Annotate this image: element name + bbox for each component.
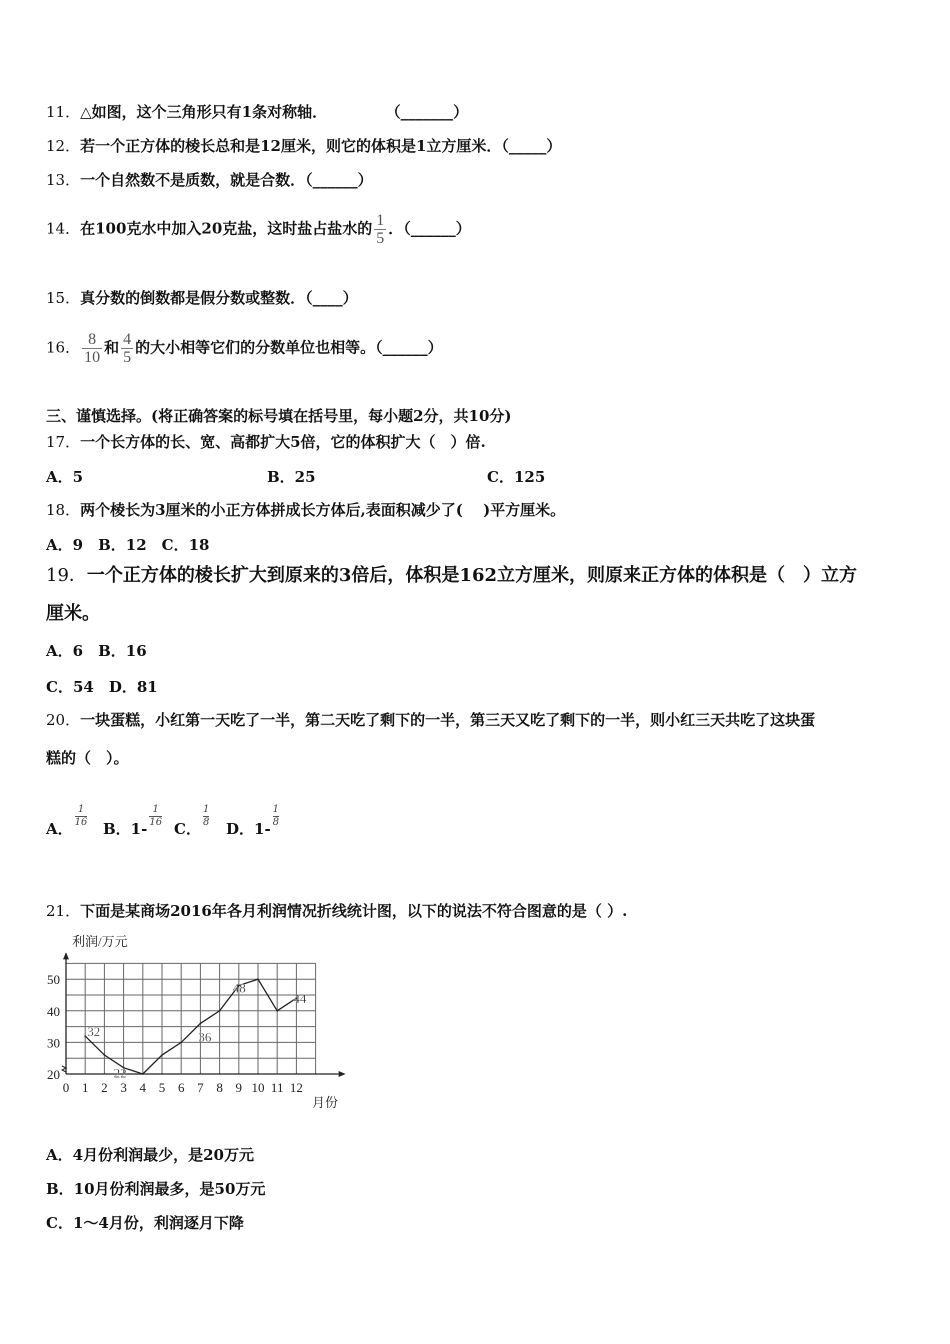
q20-option-b: B．1- $\frac{1}{16}$	[103, 804, 163, 838]
x-tick-label: 3	[120, 1080, 127, 1095]
x-tick-label: 1	[81, 1080, 89, 1095]
x-tick-label: 12	[289, 1080, 303, 1095]
question-19: 19．一个正方体的棱长扩大到原来的3倍后，体积是162立方厘米，则原来正方体的体积是（ ）立方	[46, 565, 857, 586]
data-point	[84, 1035, 86, 1037]
x-tick-label: 10	[251, 1080, 265, 1095]
chart-labels	[87, 981, 307, 1081]
question-19-cont: 厘米。	[46, 603, 100, 624]
x-tick-label: 11	[270, 1080, 284, 1095]
y-tick-label: 20	[47, 1067, 60, 1082]
fraction-four-fifths: $\frac{4}{5}$	[123, 331, 132, 366]
question-14: 14．在100克水中加入20克盐，这时盐占盐水的 $\frac{1}{5}$ ．（______）	[46, 212, 471, 247]
question-12: 12．若一个正方体的棱长总和是12厘米，则它的体积是1立方厘米．（_____）	[46, 137, 562, 155]
x-tick-label: 0	[62, 1080, 70, 1095]
q20-option-d: D．1- $\frac{1}{8}$	[226, 804, 280, 838]
q19-options-cd: C．54 D．81	[46, 678, 158, 696]
data-label: 48	[232, 980, 246, 996]
data-point	[161, 1054, 163, 1056]
question-17: 17．一个长方体的长、宽、高都扩大5倍，它的体积扩大（ ）倍.	[46, 433, 486, 451]
x-tick-label: 2	[101, 1080, 108, 1095]
data-label: 36	[198, 1029, 212, 1045]
x-axis-arrow	[339, 1071, 346, 1077]
x-tick-label: 9	[235, 1080, 243, 1095]
x-tick-label: 7	[197, 1080, 204, 1095]
data-point	[104, 1054, 106, 1056]
fraction-1-8: $\frac{1}{8}$	[202, 804, 210, 828]
question-16: 16． $\frac{8}{10}$ 和 $\frac{4}{5}$ 的大小相等它们的分数单位也相等。（______）	[46, 331, 443, 366]
q20-option-c: C． $\frac{1}{8}$	[174, 804, 210, 838]
data-point	[200, 1023, 202, 1025]
q21-option-a: A．4月份利润最少，是20万元	[46, 1146, 254, 1164]
x-tick-label: 4	[139, 1080, 147, 1095]
question-15: 15．真分数的倒数都是假分数或整数．（____）	[46, 289, 358, 307]
fraction-1-16: $\frac{1}{16}$	[74, 804, 88, 828]
question-13: 13．一个自然数不是质数，就是合数．（______）	[46, 171, 373, 189]
data-label: 22	[113, 1065, 127, 1081]
q17-option-b: B．25	[267, 468, 316, 486]
data-point	[276, 1010, 278, 1012]
fraction-1-16: $\frac{1}{16}$	[149, 804, 163, 828]
y-tick-label: 50	[47, 972, 60, 988]
question-11: 11．△如图，这个三角形只有1条对称轴． （_______）	[46, 103, 469, 121]
x-tick-label: 8	[216, 1080, 223, 1095]
q17-option-c: C．125	[487, 468, 546, 486]
q21-option-b: B．10月份利润最多，是50万元	[46, 1180, 266, 1198]
profit-line-chart	[40, 926, 350, 1112]
q17-option-a: A．5	[46, 468, 84, 486]
question-20-cont: 糕的（ ）。	[46, 749, 129, 767]
chart-y-label: 利润/万元	[72, 934, 128, 949]
data-point	[257, 978, 259, 980]
section-3-heading: 三、谨慎选择。(将正确答案的标号填在括号里，每小题2分，共10分)	[46, 407, 512, 425]
data-point	[142, 1073, 144, 1075]
q20-option-a: A． $\frac{1}{16}$	[46, 804, 88, 838]
chart-grid	[66, 963, 316, 1074]
x-tick-label: 5	[158, 1080, 166, 1095]
q19-options-ab: A．6 B．16	[46, 642, 147, 660]
data-point	[180, 1042, 182, 1044]
question-20: 20．一块蛋糕，小红第一天吃了一半，第二天吃了剩下的一半，第三天又吃了剩下的一半，则小红三天共吃了这块蛋	[46, 711, 816, 729]
fraction-one-fifth: $\frac{1}{5}$	[376, 212, 385, 247]
question-18: 18．两个棱长为3厘米的小正方体拼成长方体后,表面积减少了( )平方厘米。	[46, 501, 566, 519]
q18-options: A．9 B．12 C．18	[46, 536, 210, 554]
fraction-eight-tenths: $\frac{8}{10}$	[84, 331, 101, 366]
data-label: 44	[293, 991, 307, 1007]
question-21: 21．下面是某商场2016年各月利润情况折线统计图，以下的说法不符合图意的是（ ）.	[46, 902, 628, 920]
chart-x-label: 月份	[312, 1095, 339, 1110]
x-tick-label: 6	[177, 1080, 185, 1095]
y-tick-label: 30	[47, 1035, 60, 1051]
q21-option-c: C．1～4月份，利润逐月下降	[46, 1214, 244, 1232]
data-label: 32	[87, 1024, 101, 1040]
data-point	[219, 1010, 221, 1012]
fraction-1-8: $\frac{1}{8}$	[272, 804, 280, 828]
y-tick-label: 40	[47, 1003, 60, 1019]
y-axis-arrow	[63, 952, 69, 959]
